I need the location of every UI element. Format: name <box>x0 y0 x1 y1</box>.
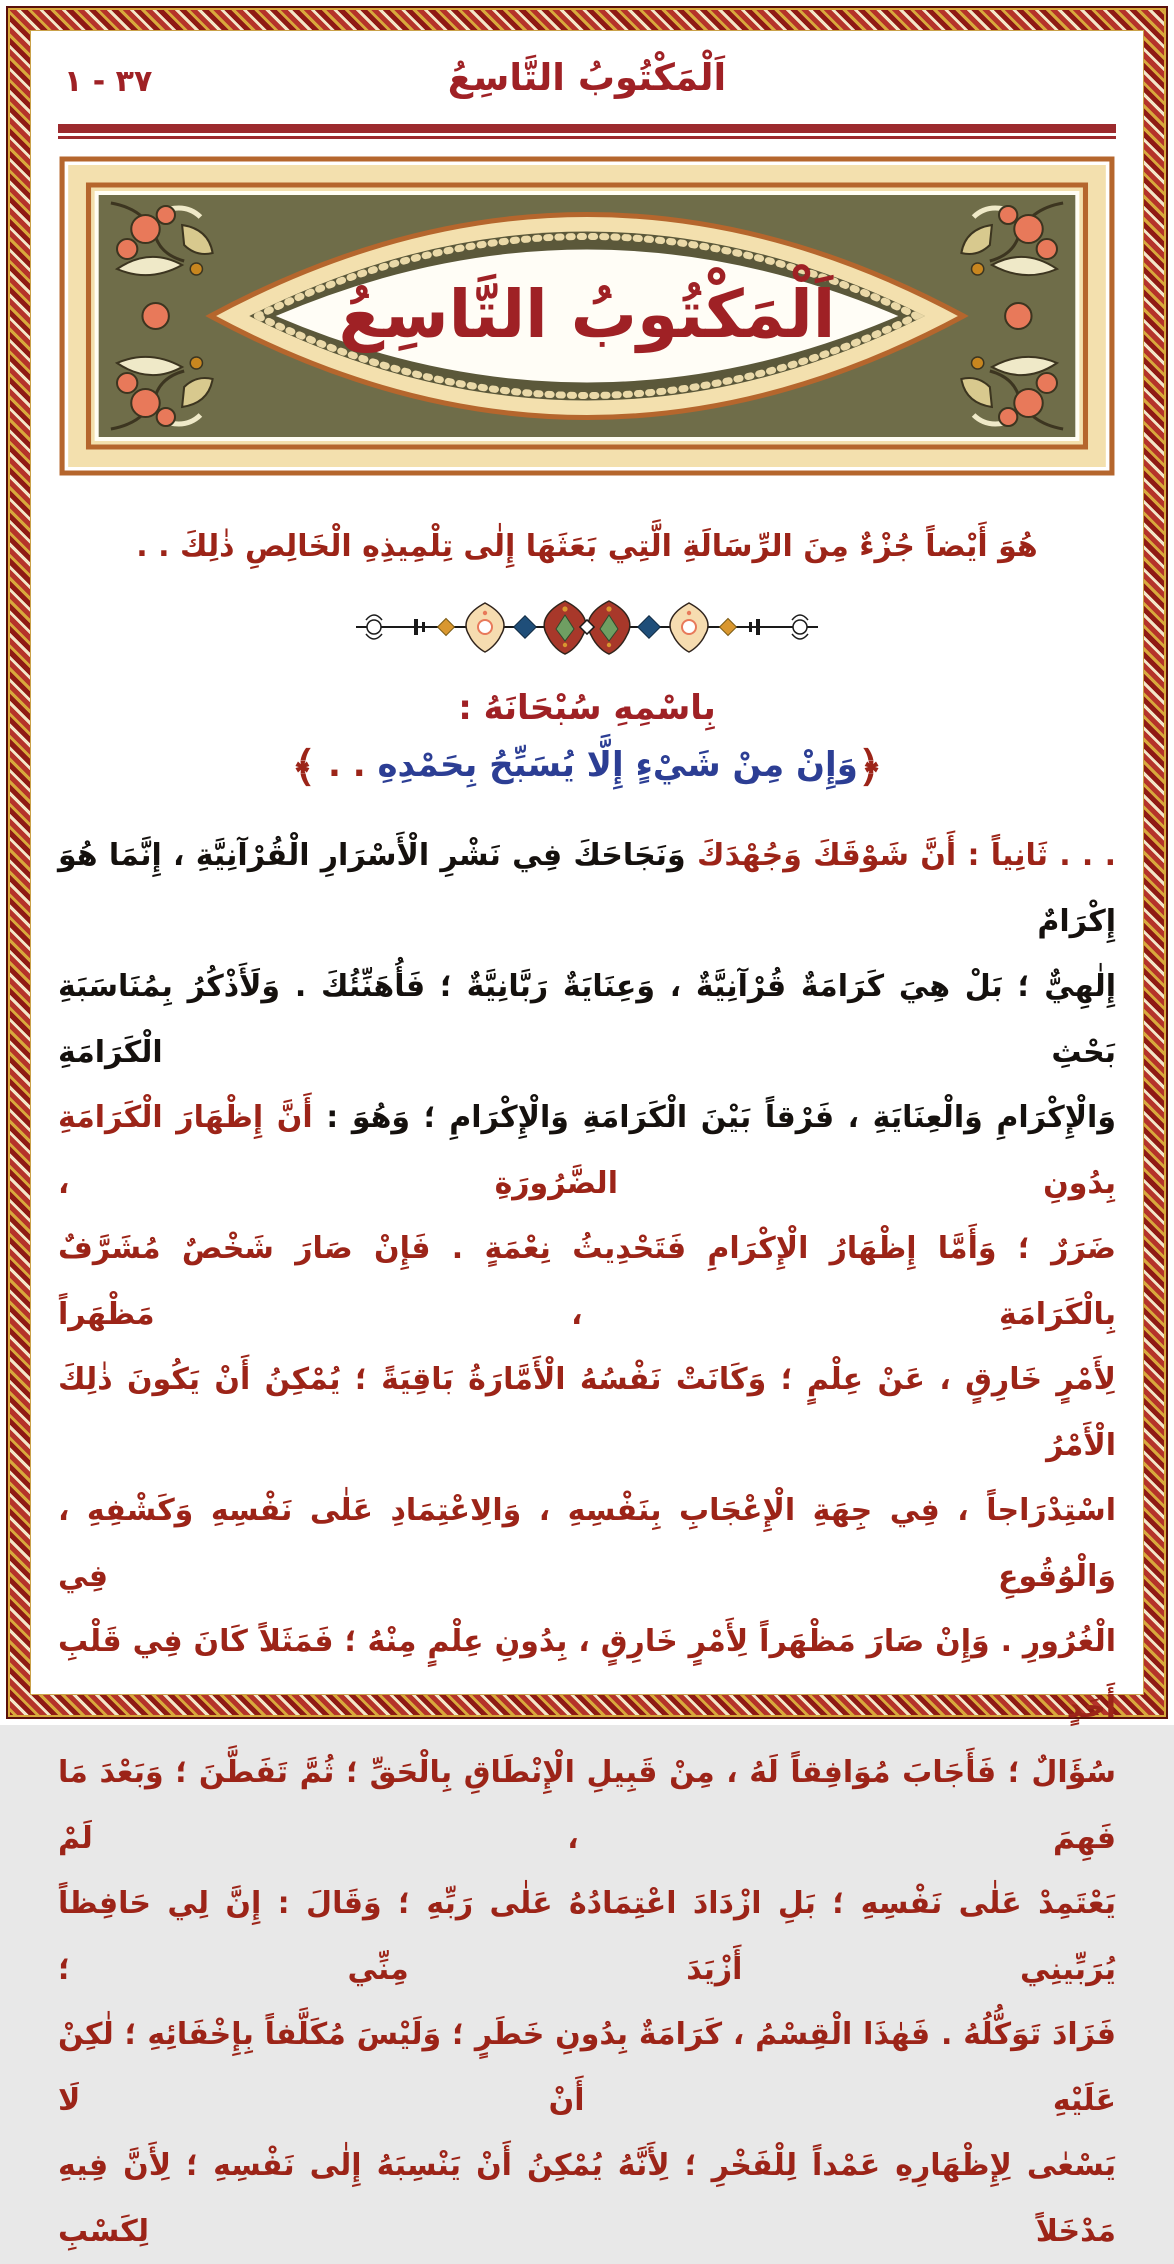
intro-line: هُوَ أَيْضاً جُزْءٌ مِنَ الرِّسَالَةِ الَّتِي بَعَثَهَا إِلٰى تِلْمِيذِهِ الْخَالِصِ ذٰلِكَ . . <box>136 529 1038 564</box>
text-segment: سُؤَالٌ ؛ فَأَجَابَ مُوَافِقاً لَهُ ، مِنْ قَبِيلِ الْإِنْطَاقِ بِالْحَقِّ ؛ ثُمَّ تَفَطَّنَ ؛ وَبَعْدَ مَا فَهِمَ ، لَمْ <box>58 1755 1116 1856</box>
body-line <box>58 1085 1116 1216</box>
quran-verse <box>58 742 1116 791</box>
header-rule-thin <box>58 136 1116 139</box>
body-line <box>58 1216 1116 1347</box>
text-segment: وَنَجَاحَكَ فِي نَشْرِ الْأَسْرَارِ الْقُرْآنِيَّةِ ، إِنَّمَا هُوَ إِكْرَامٌ <box>58 838 1116 939</box>
ornamental-divider <box>58 598 1116 660</box>
body-line <box>58 1740 1116 1871</box>
text-segment: يَسْعٰى لِإِظْهَارِهِ عَمْداً لِلْفَخْرِ ؛ لِأَنَّهُ يُمْكِنُ أَنْ يَنْسِبَهُ إِلٰى نَفْسِهِ ؛ لِأَنَّ فِيهِ مَدْخَلاً لِكَسْبِ <box>58 2148 1116 2249</box>
page-content <box>58 40 1116 2249</box>
chapter-ornament-panel <box>58 155 1116 477</box>
basmala-line: بِاسْمِهِ سُبْحَانَهُ : <box>458 688 716 728</box>
text-segment: إِلٰهِيٌّ ؛ بَلْ هِيَ كَرَامَةٌ قُرْآنِيَّةٌ ، وَعِنَايَةٌ رَبَّانِيَّةٌ ؛ فَأُهَنِّئُكَ . وَلَأَذْكُرُ بِمُنَاسَبَةِ بَحْثِ الْكَرَامَةِ <box>58 969 1116 1070</box>
header-rule-thick <box>58 124 1116 133</box>
verse-bracket-open: ﴿ <box>857 742 883 791</box>
verse-trailing-dots: . . <box>316 745 378 785</box>
divider-graphic <box>352 598 822 656</box>
chapter-title: اَلْمَكْتُوبُ التَّاسِعُ <box>338 275 836 353</box>
text-segment: ضَرَرٌ ؛ وَأَمَّا إِظْهَارُ الْإِكْرَامِ فَتَحْدِيثُ نِعْمَةٍ . فَإِنْ صَارَ شَخْصٌ مُشَرَّفٌ بِالْكَرَامَةِ ، مَظْهَراً <box>58 1231 1116 1332</box>
verse-text: وَإِنْ مِنْ شَيْءٍ إِلَّا يُسَبِّحُ بِحَمْدِهِ <box>377 745 858 785</box>
text-segment: وَالْإِكْرَامِ وَالْعِنَايَةِ ، فَرْقاً بَيْنَ الْكَرَامَةِ وَالْإِكْرَامِ ؛ وَهُوَ : <box>312 1100 1116 1135</box>
text-segment: اسْتِدْرَاجاً ، فِي جِهَةِ الْإِعْجَابِ بِنَفْسِهِ ، وَالِاعْتِمَادِ عَلٰى نَفْسِهِ وَكَشْفِهِ ، وَالْوُقُوعِ فِي <box>58 1493 1116 1594</box>
text-segment: الْغُرُورِ . وَإِنْ صَارَ مَظْهَراً لِأَمْرٍ خَارِقٍ ، بِدُونِ عِلْمٍ مِنْهُ ؛ فَمَثَلاً كَانَ فِي قَلْبِ أَحَدٍ <box>58 1624 1116 1725</box>
verse-bracket-close: ﴾ <box>291 742 317 791</box>
body-line <box>58 1347 1116 1478</box>
page-header <box>58 40 1116 112</box>
body-line <box>58 954 1116 1085</box>
text-segment: يَعْتَمِدْ عَلٰى نَفْسِهِ ؛ بَلِ ازْدَادَ اعْتِمَادُهُ عَلٰى رَبِّهِ ؛ وَقَالَ : إِنَّ لِي حَافِظاً يُرَبِّينِي أَزْيَدَ مِنِّي ؛ <box>58 1886 1116 1987</box>
body-line <box>58 1609 1116 1740</box>
page-number: ٣٧ - ١ <box>64 64 153 99</box>
body-line <box>58 2133 1116 2264</box>
running-title: اَلْمَكْتُوبُ التَّاسِعُ <box>447 56 727 99</box>
body-line <box>58 823 1116 954</box>
text-segment: أَنَّ إِظْهَارَ الْكَرَامَةِ بِدُونِ الضَّرُورَةِ ، <box>58 1100 1116 1201</box>
body-line <box>58 2002 1116 2133</box>
body-text <box>58 823 1116 2264</box>
text-segment: . . . ثَانِياً : أَنَّ شَوْقَكَ وَجُهْدَكَ <box>685 838 1116 873</box>
body-line <box>58 1478 1116 1609</box>
body-line <box>58 1871 1116 2002</box>
text-segment: فَزَادَ تَوَكُّلُهُ . فَهٰذَا الْقِسْمُ ، كَرَامَةٌ بِدُونِ خَطَرٍ ؛ وَلَيْسَ مُكَلَّفاً بِإِخْفَائِهِ ؛ لٰكِنْ عَلَيْهِ أَنْ لَا <box>58 2017 1116 2118</box>
text-segment: لِأَمْرٍ خَارِقٍ ، عَنْ عِلْمٍ ؛ وَكَانَتْ نَفْسُهُ الْأَمَّارَةُ بَاقِيَةً ؛ يُمْكِنُ أَنْ يَكُونَ ذٰلِكَ الْأَمْرُ <box>58 1362 1116 1463</box>
